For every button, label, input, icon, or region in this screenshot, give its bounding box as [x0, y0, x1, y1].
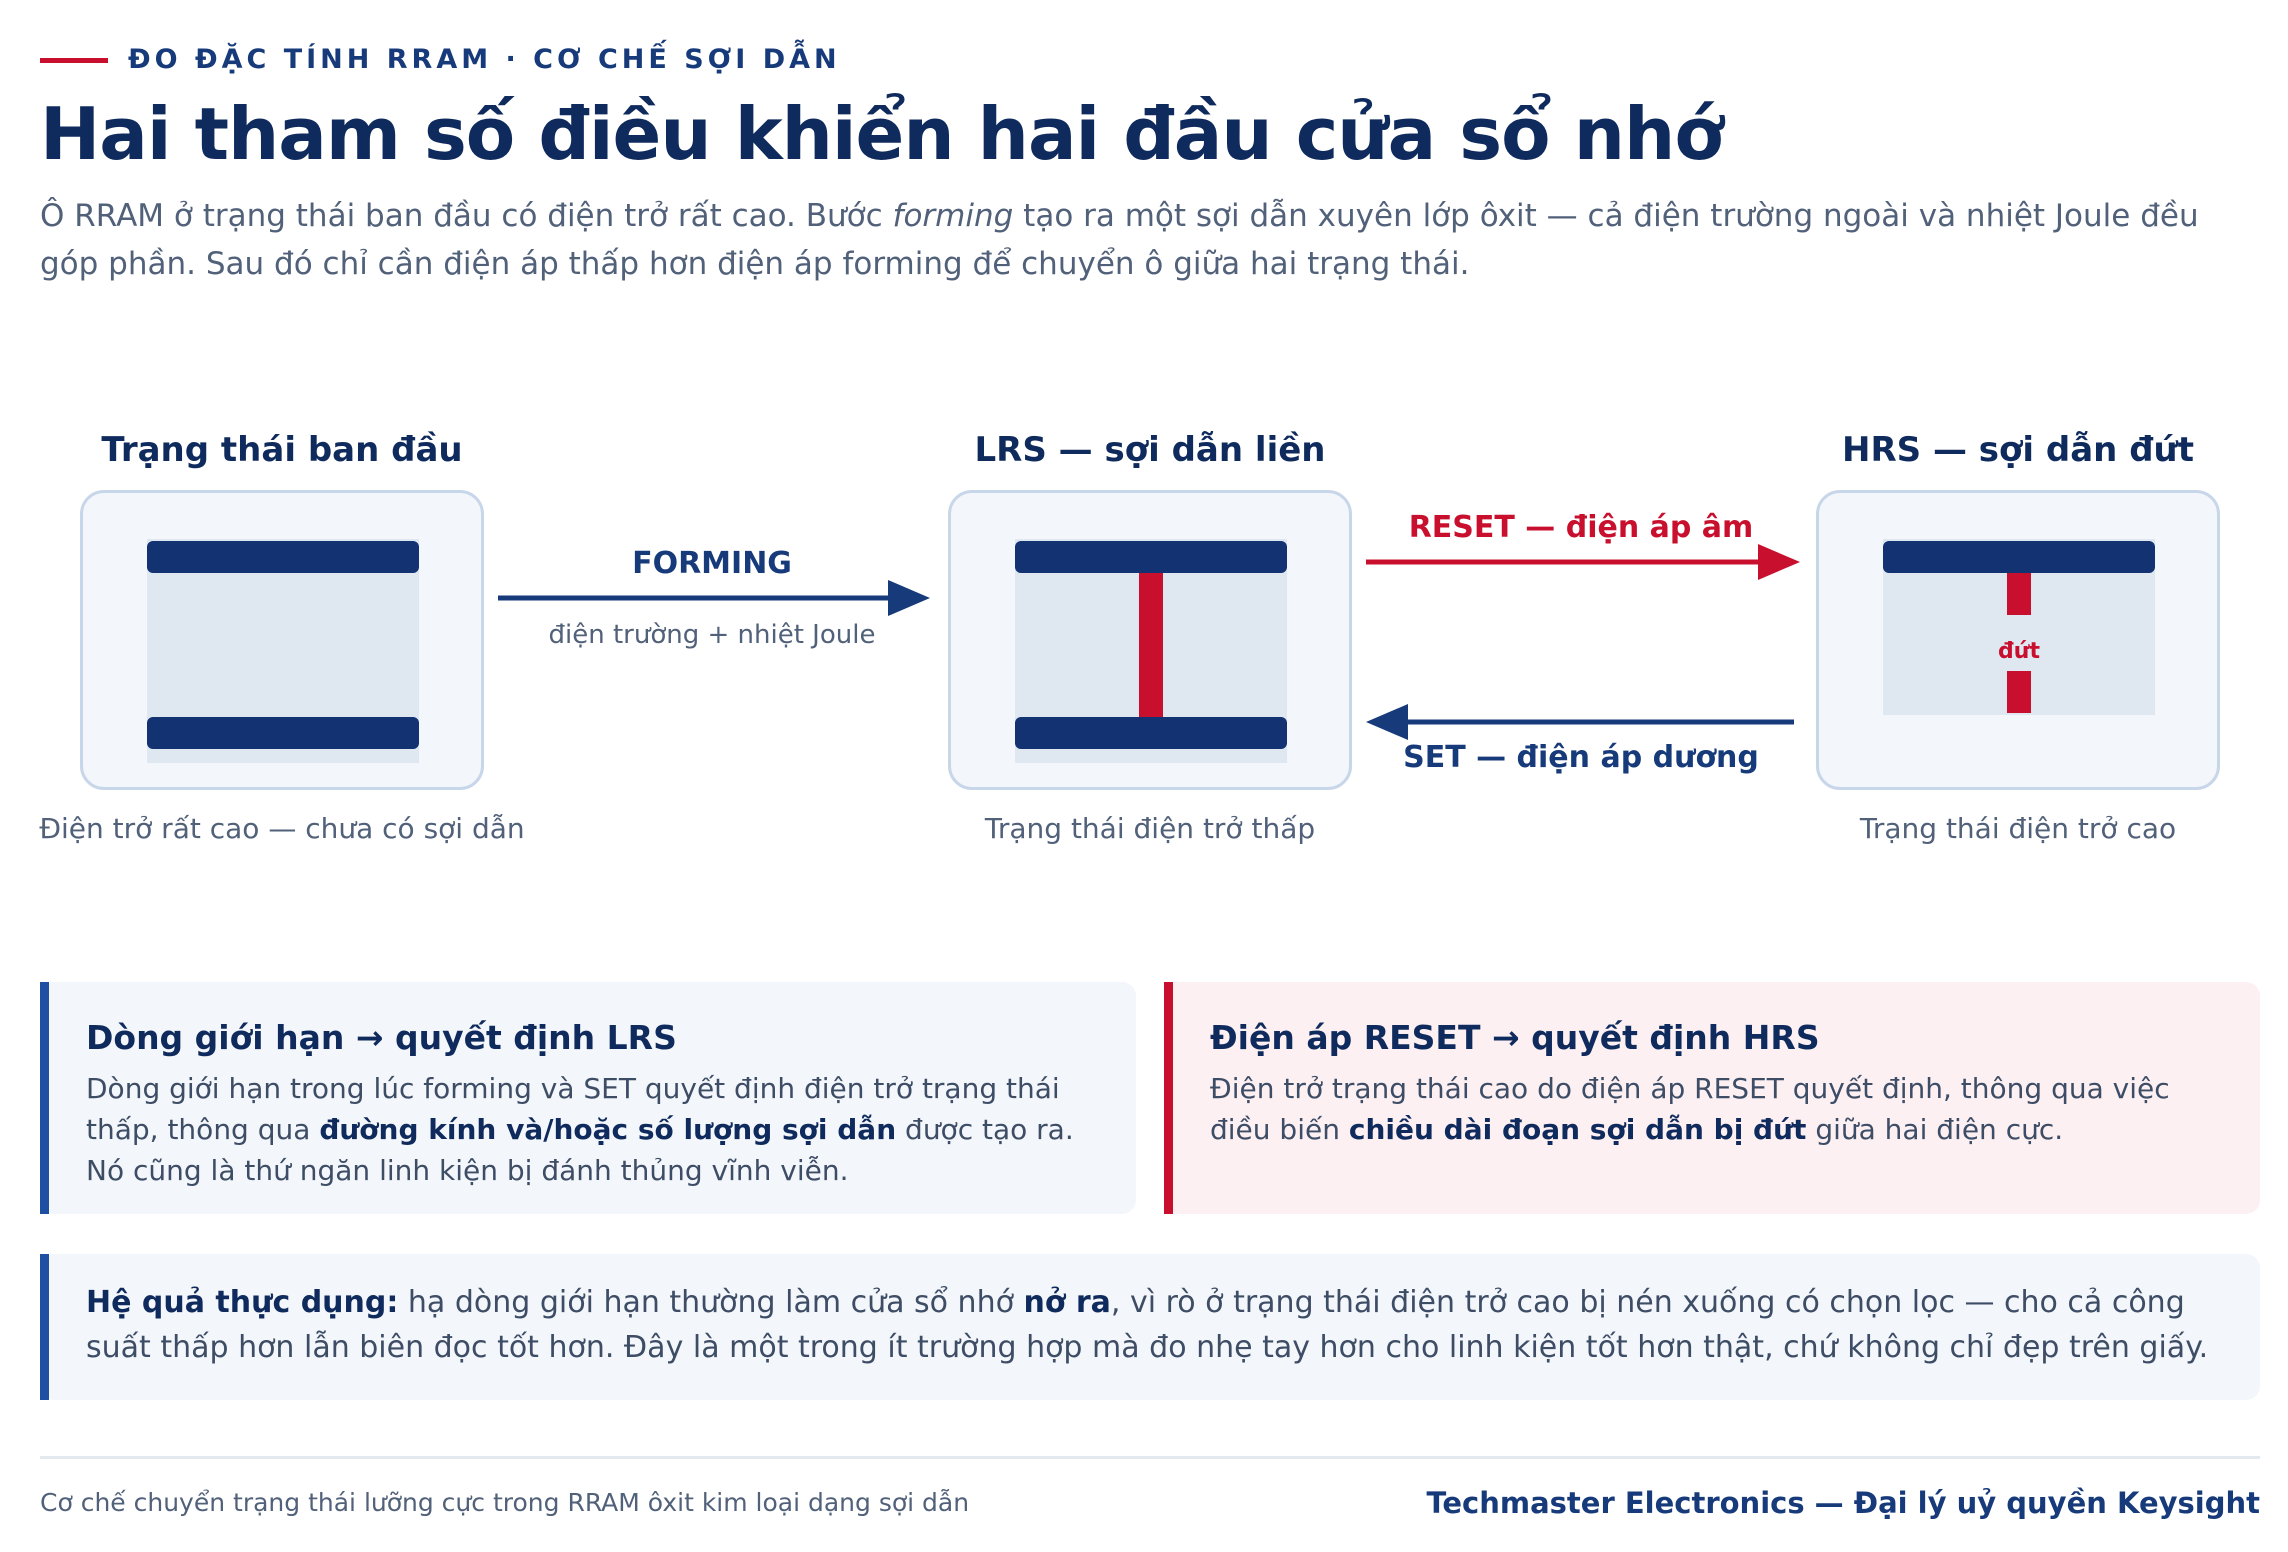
card-text: Dòng giới hạn trong lúc forming và SET quyết định điện trở trạng thái thấp, thông qua [86, 1072, 1060, 1146]
callout-emphasis: nở ra [1023, 1285, 1111, 1320]
card-text: được tạo ra. Nó cũng là thứ ngăn linh kiện bị đánh thủng vĩnh viễn. [86, 1113, 1074, 1187]
state-title-initial: Trạng thái ban đầu [101, 430, 463, 470]
intro-text-1: Ô RRAM ở trạng thái ban đầu có điện trở rất cao. Bước [40, 198, 893, 234]
footer-divider [40, 1456, 2260, 1459]
card-text: Điện trở trạng thái cao do điện áp RESET quyết định, thông qua việc điều biến [1210, 1072, 2170, 1146]
intro-text-2: tạo ra một sợi dẫn xuyên lớp ôxit — cả điện trường ngoài và nhiệt Joule đều góp phần. Sau đó chỉ cần điện áp thấp hơn điện áp forming để chuyển ô giữa hai trạng thái. [40, 198, 2199, 282]
forming-sublabel: điện trường + nhiệt Joule [548, 620, 876, 650]
reset-label: RESET — điện áp âm [1408, 510, 1754, 545]
state-caption-lrs: Trạng thái điện trở thấp [984, 812, 1316, 845]
card-reset-voltage [1164, 982, 2260, 1214]
callout-body [86, 1280, 2236, 1370]
footer-caption: Cơ chế chuyển trạng thái lưỡng cực trong RRAM ôxit kim loại dạng sợi dẫn [40, 1488, 970, 1517]
forming-label: FORMING [632, 546, 792, 581]
card-body [1210, 1068, 2220, 1150]
card-accent-bar [40, 982, 49, 1214]
filament-gap-label: đứt [1998, 639, 2040, 664]
card-accent-bar [1164, 982, 1173, 1214]
state-caption-initial: Điện trở rất cao — chưa có sợi dẫn [39, 812, 525, 845]
state-title-hrs: HRS — sợi dẫn đứt [1841, 430, 2194, 470]
card-emphasis: đường kính và/hoặc số lượng sợi dẫn [319, 1113, 897, 1146]
eyebrow-label: ĐO ĐẶC TÍNH RRAM · CƠ CHẾ SỢI DẪN [128, 44, 841, 75]
card-compliance-current [40, 982, 1136, 1214]
callout-lead: Hệ quả thực dụng: [86, 1285, 399, 1320]
consequence-callout [40, 1254, 2260, 1400]
set-arrow [1366, 704, 1794, 740]
card-title: Dòng giới hạn → quyết định LRS [86, 1018, 677, 1057]
reset-arrow [1366, 544, 1800, 580]
callout-text: , vì rò ở trạng thái điện trở cao bị nén xuống có chọn lọc — cho cả công suất thấp hơn lẫn biên đọc tốt hơn. Đây là một trong ít trường hợp mà đo nhẹ tay hơn cho linh kiện tốt hơn thật, chứ không chỉ đẹp trên giấy. [86, 1285, 2209, 1365]
set-label: SET — điện áp dương [1403, 740, 1759, 775]
callout-text: hạ dòng giới hạn thường làm cửa sổ nhớ [398, 1285, 1024, 1320]
card-body [86, 1068, 1116, 1191]
card-title: Điện áp RESET → quyết định HRS [1210, 1018, 1820, 1057]
card-text: giữa hai điện cực. [1806, 1113, 2064, 1146]
intro-emphasis: forming [892, 198, 1014, 234]
forming-arrow [498, 580, 930, 616]
card-emphasis: chiều dài đoạn sợi dẫn bị đứt [1348, 1113, 1807, 1146]
page-title: Hai tham số điều khiển hai đầu cửa sổ nhớ [40, 92, 1723, 176]
state-caption-hrs: Trạng thái điện trở cao [1859, 812, 2177, 845]
callout-accent-bar [40, 1254, 49, 1400]
state-title-lrs: LRS — sợi dẫn liền [974, 430, 1326, 470]
footer-credit: Techmaster Electronics — Đại lý uỷ quyền Keysight [1426, 1486, 2260, 1520]
